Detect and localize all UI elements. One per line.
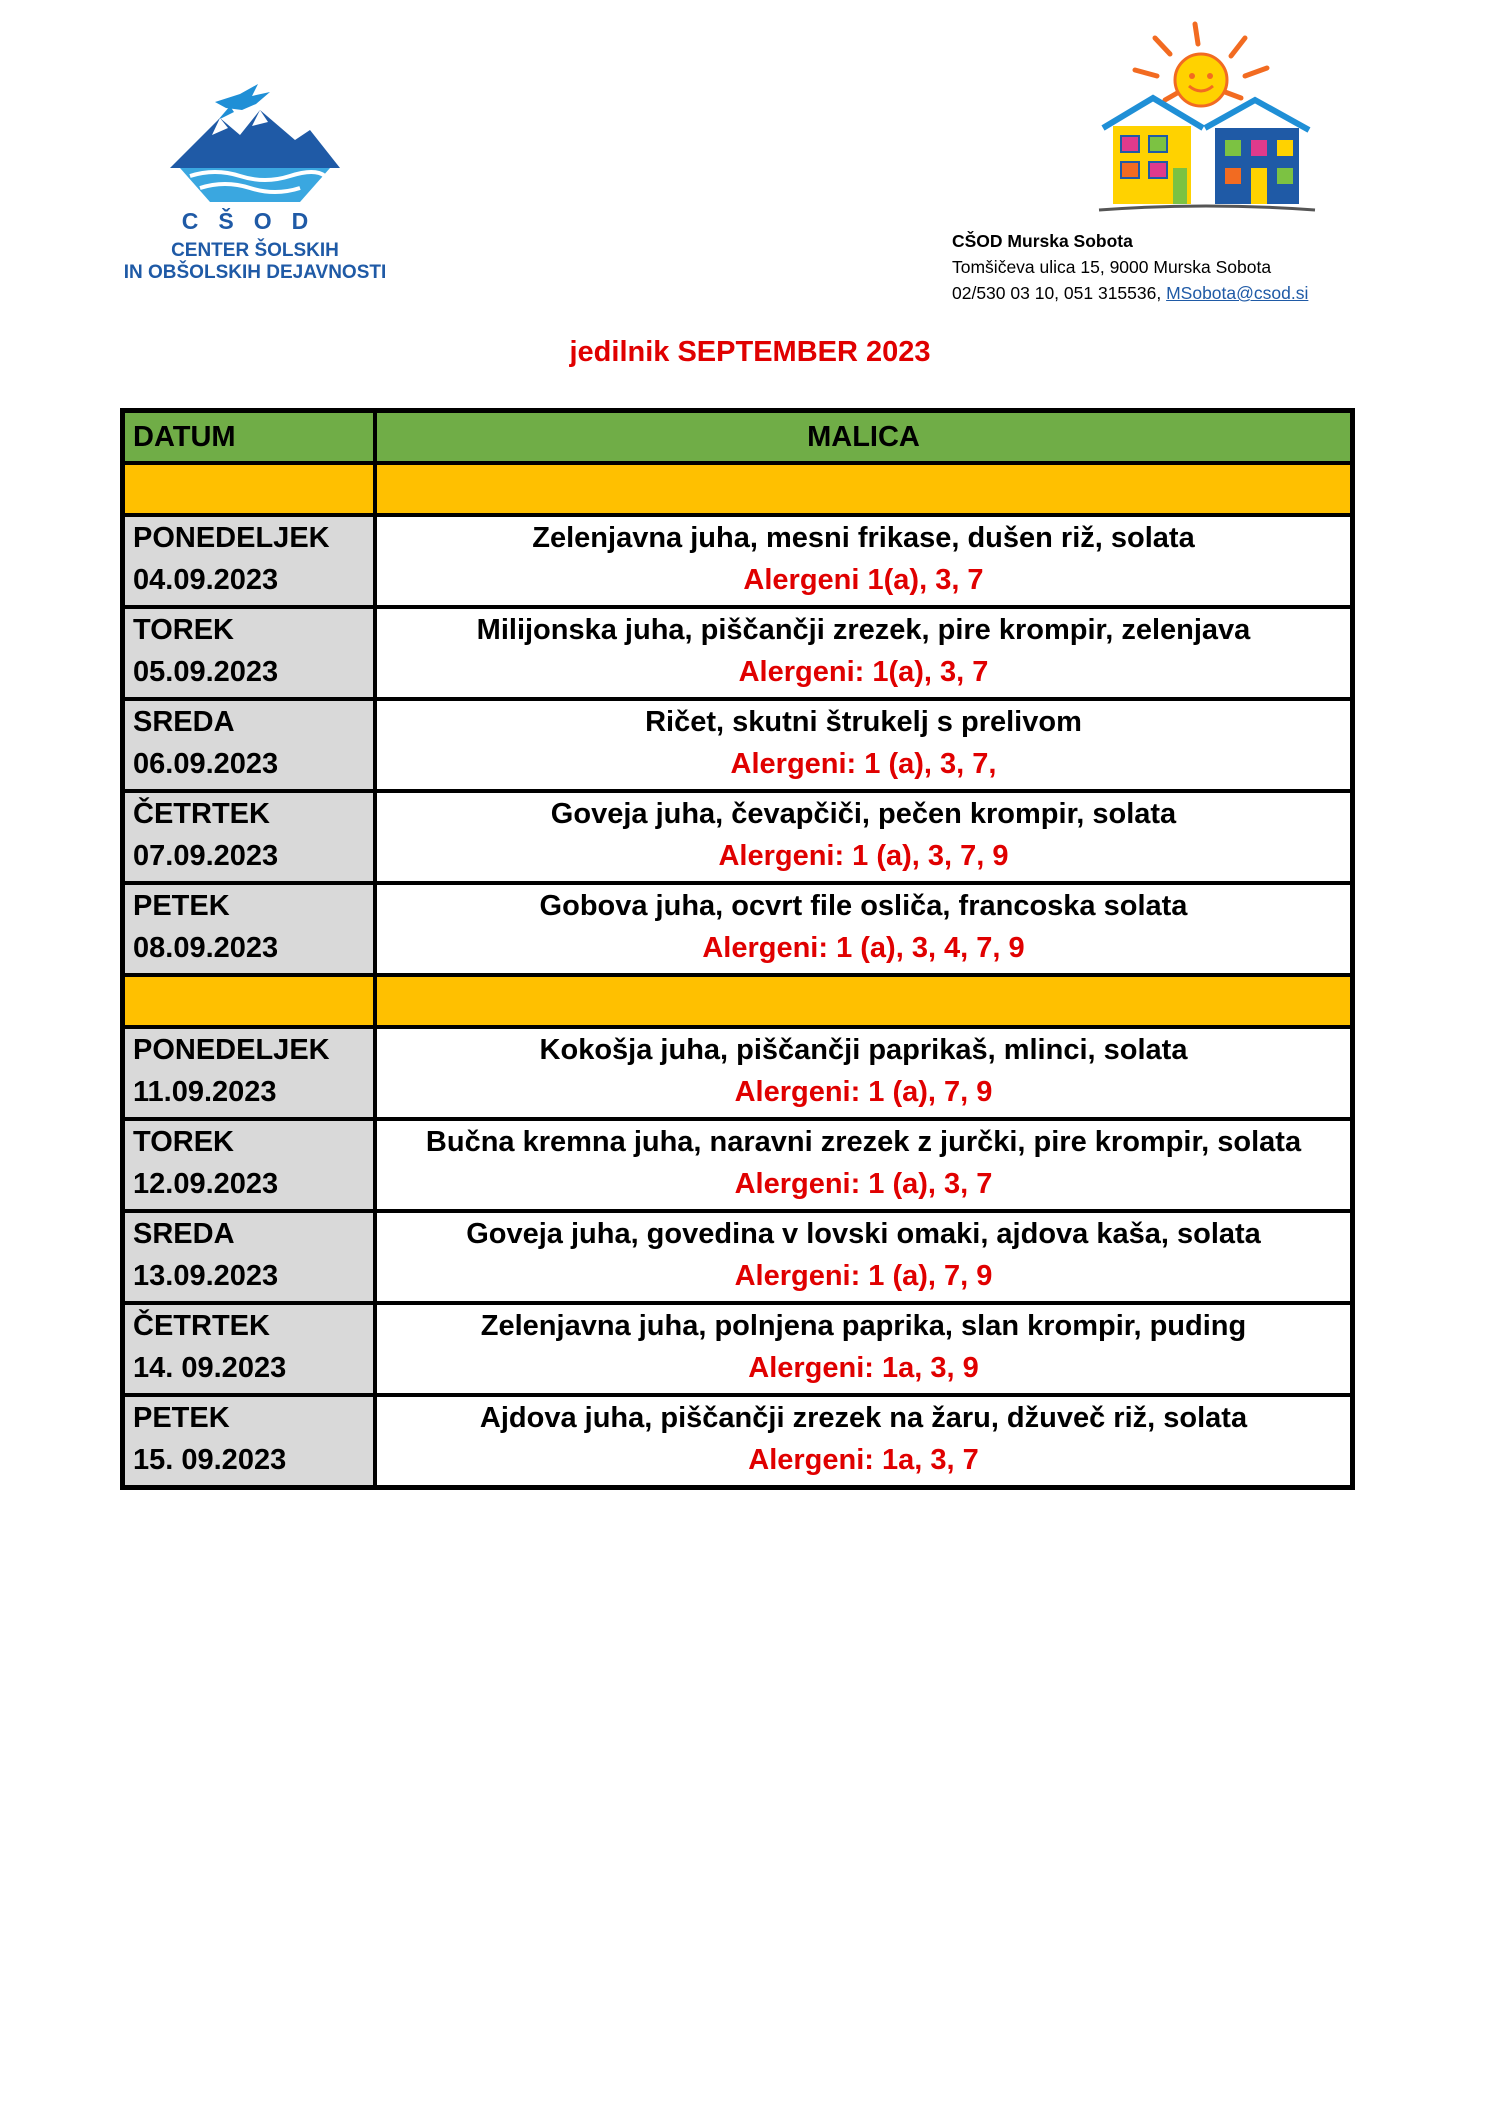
day-date: 11.09.2023 [133, 1076, 277, 1108]
meal-cell [377, 517, 1350, 605]
menu-table [120, 408, 1355, 1490]
org-name-line1: CENTER ŠOLSKIH [171, 240, 339, 261]
date-cell [125, 609, 373, 697]
address-name: CŠOD Murska Sobota [952, 231, 1133, 251]
table-row [125, 1397, 1350, 1485]
date-cell [125, 885, 373, 973]
allergen-info: Alergeni: 1 (a), 3, 7, 9 [718, 840, 1009, 872]
meal-cell [377, 1213, 1350, 1301]
allergen-info: Alergeni: 1(a), 3, 7 [738, 656, 989, 688]
org-name [100, 240, 410, 284]
table-row [125, 701, 1350, 789]
meal-description: Milijonska juha, piščančji zrezek, pire krompir, zelenjava [476, 614, 1251, 646]
day-name: PETEK [133, 890, 230, 922]
allergen-info: Alergeni 1(a), 3, 7 [743, 564, 984, 596]
org-abbreviation: CŠOD [181, 208, 329, 234]
day-date: 05.09.2023 [133, 656, 279, 688]
day-name: PETEK [133, 1402, 230, 1434]
day-name: TOREK [133, 614, 234, 646]
meal-description: Ajdova juha, piščančji zrezek na žaru, džuveč riž, solata [479, 1402, 1248, 1434]
day-date: 15. 09.2023 [133, 1444, 287, 1476]
day-name: ČETRTEK [133, 798, 270, 830]
menu-table-body [125, 413, 1350, 1485]
meal-description: Bučna kremna juha, naravni zrezek z jurčki, pire krompir, solata [425, 1126, 1302, 1158]
week-separator-row [125, 465, 1350, 513]
date-cell [125, 1029, 373, 1117]
date-cell [125, 1121, 373, 1209]
date-cell [125, 701, 373, 789]
day-date: 06.09.2023 [133, 748, 279, 780]
csod-logo [100, 80, 410, 290]
table-row [125, 885, 1350, 973]
week-separator-meal-cell [377, 977, 1350, 1025]
meal-description: Goveja juha, čevapčiči, pečen krompir, solata [550, 798, 1177, 830]
meal-description: Ričet, skutni štrukelj s prelivom [645, 706, 1082, 738]
meal-cell [377, 1305, 1350, 1393]
day-name: SREDA [133, 706, 235, 738]
table-row [125, 1029, 1350, 1117]
day-name: PONEDELJEK [133, 522, 330, 554]
table-row [125, 1305, 1350, 1393]
meal-description: Zelenjavna juha, polnjena paprika, slan krompir, puding [480, 1310, 1247, 1342]
house-sun-logo [1095, 18, 1325, 218]
address-contacts [952, 280, 1308, 306]
meal-description: Gobova juha, ocvrt file osliča, francoska solata [539, 890, 1188, 922]
address-street: Tomšičeva ulica 15, 9000 Murska Sobota [952, 257, 1272, 277]
day-name: ČETRTEK [133, 1310, 270, 1342]
week-separator-date-cell [125, 465, 373, 513]
date-cell [125, 1397, 373, 1485]
email-link[interactable]: MSobota@csod.si [1166, 283, 1309, 303]
date-cell [125, 793, 373, 881]
meal-cell [377, 885, 1350, 973]
day-name: TOREK [133, 1126, 234, 1158]
address-phones: 02/530 03 10, 051 315536, [952, 283, 1167, 303]
meal-description: Kokošja juha, piščančji paprikaš, mlinci, solata [539, 1034, 1188, 1066]
allergen-info: Alergeni: 1 (a), 3, 4, 7, 9 [702, 932, 1025, 964]
mountain-swallow-icon [160, 80, 350, 205]
table-header-row [125, 413, 1350, 461]
day-date: 08.09.2023 [133, 932, 279, 964]
table-row [125, 793, 1350, 881]
header-meal: MALICA [377, 413, 1350, 461]
meal-cell [377, 1397, 1350, 1485]
meal-cell [377, 1121, 1350, 1209]
day-date: 07.09.2023 [133, 840, 279, 872]
allergen-info: Alergeni: 1 (a), 7, 9 [734, 1076, 993, 1108]
table-row [125, 1213, 1350, 1301]
meal-cell [377, 701, 1350, 789]
address-block [952, 228, 1308, 306]
header-date: DATUM [125, 413, 373, 461]
allergen-info: Alergeni: 1a, 3, 7 [748, 1444, 979, 1476]
week-separator-meal-cell [377, 465, 1350, 513]
meal-cell [377, 609, 1350, 697]
table-row [125, 517, 1350, 605]
page-title: jedilnik SEPTEMBER 2023 [569, 336, 931, 368]
house-sun-icon [1095, 18, 1325, 213]
day-name: PONEDELJEK [133, 1034, 330, 1066]
meal-description: Zelenjavna juha, mesni frikase, dušen riž, solata [532, 522, 1195, 554]
date-cell [125, 1213, 373, 1301]
org-name-line2: IN OBŠOLSKIH DEJAVNOSTI [123, 262, 387, 283]
week-separator-date-cell [125, 977, 373, 1025]
allergen-info: Alergeni: 1 (a), 7, 9 [734, 1260, 993, 1292]
date-cell [125, 517, 373, 605]
day-date: 04.09.2023 [133, 564, 279, 596]
day-date: 14. 09.2023 [133, 1352, 287, 1384]
day-date: 12.09.2023 [133, 1168, 279, 1200]
allergen-info: Alergeni: 1 (a), 3, 7, [730, 748, 997, 780]
date-cell [125, 1305, 373, 1393]
table-row [125, 609, 1350, 697]
day-date: 13.09.2023 [133, 1260, 279, 1292]
meal-cell [377, 1029, 1350, 1117]
allergen-info: Alergeni: 1 (a), 3, 7 [734, 1168, 993, 1200]
table-row [125, 1121, 1350, 1209]
allergen-info: Alergeni: 1a, 3, 9 [748, 1352, 979, 1384]
meal-cell [377, 793, 1350, 881]
meal-description: Goveja juha, govedina v lovski omaki, ajdova kaša, solata [466, 1218, 1261, 1250]
day-name: SREDA [133, 1218, 235, 1250]
week-separator-row [125, 977, 1350, 1025]
